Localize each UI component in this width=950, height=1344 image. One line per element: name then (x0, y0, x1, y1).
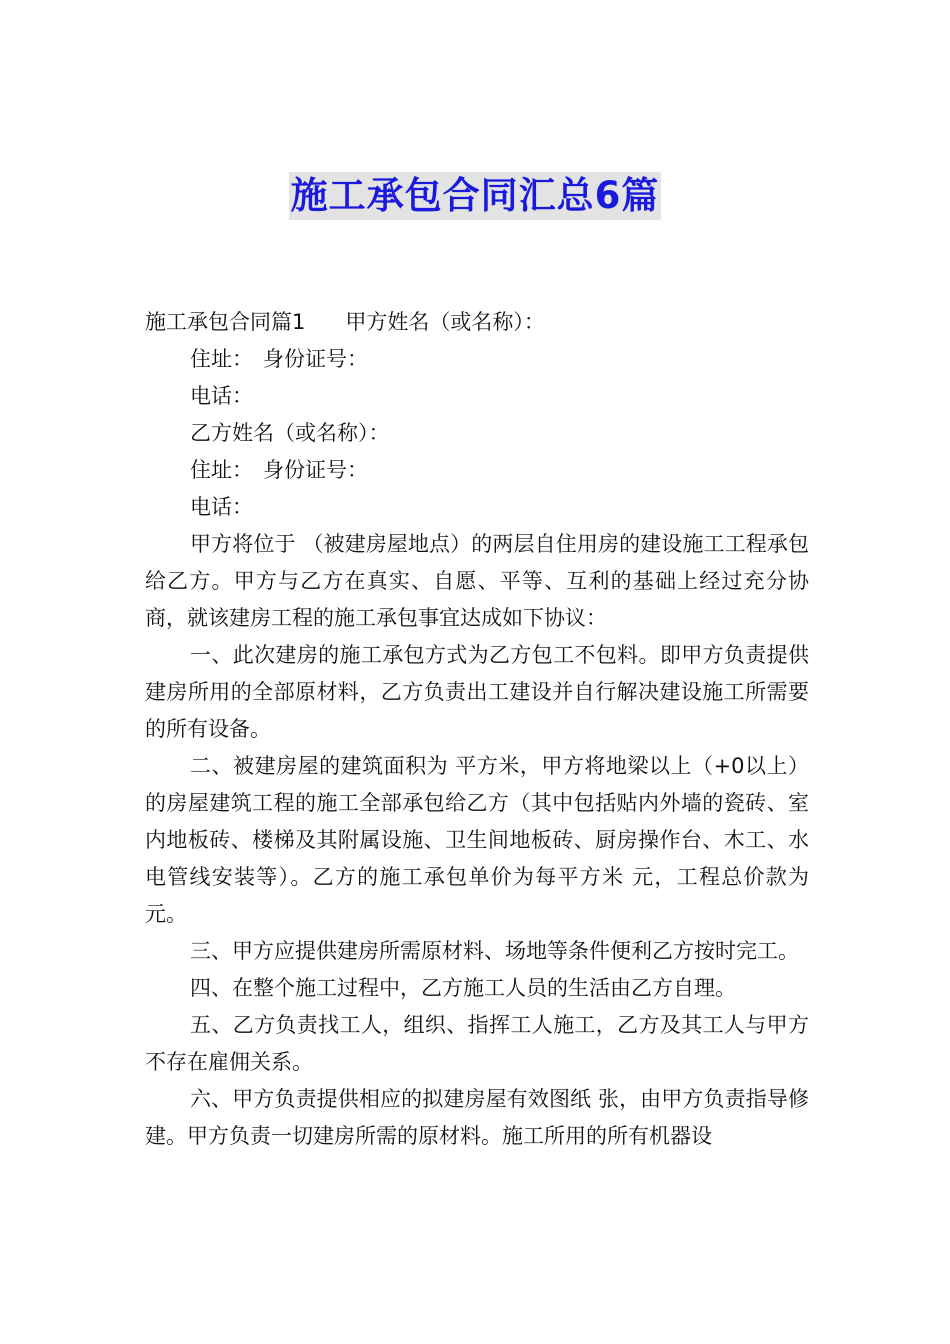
paragraph-clause-5: 五、乙方负责找工人，组织、指挥工人施工，乙方及其工人与甲方不存在雇佣关系。 (145, 1013, 809, 1074)
paragraph-clause-3: 三、甲方应提供建房所需原材料、场地等条件便利乙方按时完工。 (190, 939, 799, 963)
party-b-address-label: 住址： (190, 458, 253, 482)
paragraph-clause-4: 四、在整个施工过程中，乙方施工人员的生活由乙方自理。 (190, 976, 736, 1000)
paragraph-clause-6: 六、甲方负责提供相应的拟建房屋有效图纸 张，由甲方负责指导修建。甲方负责一切建房所需的原材料。施工所用的所有机器设 (145, 1087, 809, 1148)
party-b-phone-line (145, 489, 809, 526)
party-b-id-label: 身份证号： (263, 458, 368, 482)
party-a-phone-line (145, 378, 809, 415)
party-a-address-line (145, 341, 809, 378)
party-a-phone-label: 电话： (190, 384, 253, 408)
paragraph-clause-1: 一、此次建房的施工承包方式为乙方包工不包料。即甲方负责提供建房所用的全部原材料，乙方负责出工建设并自行解决建设施工所需要的所有设备。 (145, 643, 809, 741)
party-a-address-label: 住址： (190, 347, 253, 371)
paragraph-intro: 甲方将位于 （被建房屋地点）的两层自住用房的建设施工工程承包给乙方。甲方与乙方在真实、自愿、平等、互利的基础上经过充分协商，就该建房工程的施工承包事宜达成如下协议： (145, 532, 809, 630)
party-b-phone-label: 电话： (190, 495, 253, 519)
document-title-row (0, 172, 950, 220)
contract-heading-line (145, 304, 809, 341)
party-b-name-line (145, 415, 809, 452)
party-b-name-label: 乙方姓名（或名称）： (190, 421, 390, 445)
document-body (145, 304, 809, 1155)
document-title: 施工承包合同汇总6篇 (289, 172, 662, 220)
party-b-address-line (145, 452, 809, 489)
contract-heading: 施工承包合同篇1 (145, 310, 306, 334)
party-a-id-label: 身份证号： (263, 347, 368, 371)
party-a-name-label: 甲方姓名（或名称）： (345, 310, 545, 334)
paragraph-clause-2: 二、被建房屋的建筑面积为 平方米，甲方将地梁以上（+0以上）的房屋建筑工程的施工全部承包给乙方（其中包括贴内外墙的瓷砖、室内地板砖、楼梯及其附属设施、卫生间地板砖、厨房操作台、木工、水电管线安装等）。乙方的施工承包单价为每平方米 元，工程总价款为 元。 (145, 754, 809, 926)
